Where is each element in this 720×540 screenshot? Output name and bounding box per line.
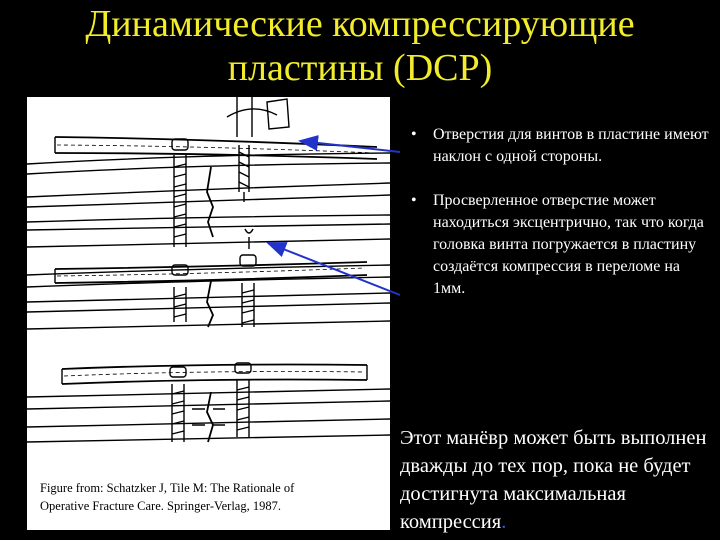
bullet-marker: • [411, 192, 417, 209]
panel-2-screw-insertion [27, 229, 390, 329]
note-end-mark: . [501, 511, 507, 533]
bullet-marker: • [411, 126, 417, 143]
dcp-illustration [27, 97, 390, 530]
bullet-text: Просверленное отверстие может находиться эксцентрично, так что когда головка винта погружается в пластину создаётся компрессия в переломе на 1мм. [433, 192, 704, 297]
dcp-drawing [27, 97, 390, 530]
panel-3-compression [27, 363, 390, 442]
bullet-text: Отверстия для винтов в пластине имеют наклон с одной стороны. [433, 126, 709, 165]
slide-title-line-2: пластины (DCP) [227, 47, 493, 89]
slide-title-line-1: Динамические компрессирующие [85, 3, 635, 45]
compression-note [400, 424, 720, 536]
panel-1-plate-drilling [27, 97, 390, 247]
figure-caption-line-2: Operative Fracture Care. Springer-Verlag, 1987. [40, 499, 281, 513]
figure-caption-line-1: Figure from: Schatzker J, Tile M: The Rationale of [40, 481, 295, 495]
figure-caption [40, 479, 385, 515]
bullet-list [405, 124, 715, 322]
note-text: Этот манёвр может быть выполнен дважды до тех пор, пока не будет достигнута максимальная компрессия [400, 427, 707, 533]
slide-title [0, 2, 720, 90]
bullet-item [405, 190, 715, 300]
bullet-item [405, 124, 715, 168]
